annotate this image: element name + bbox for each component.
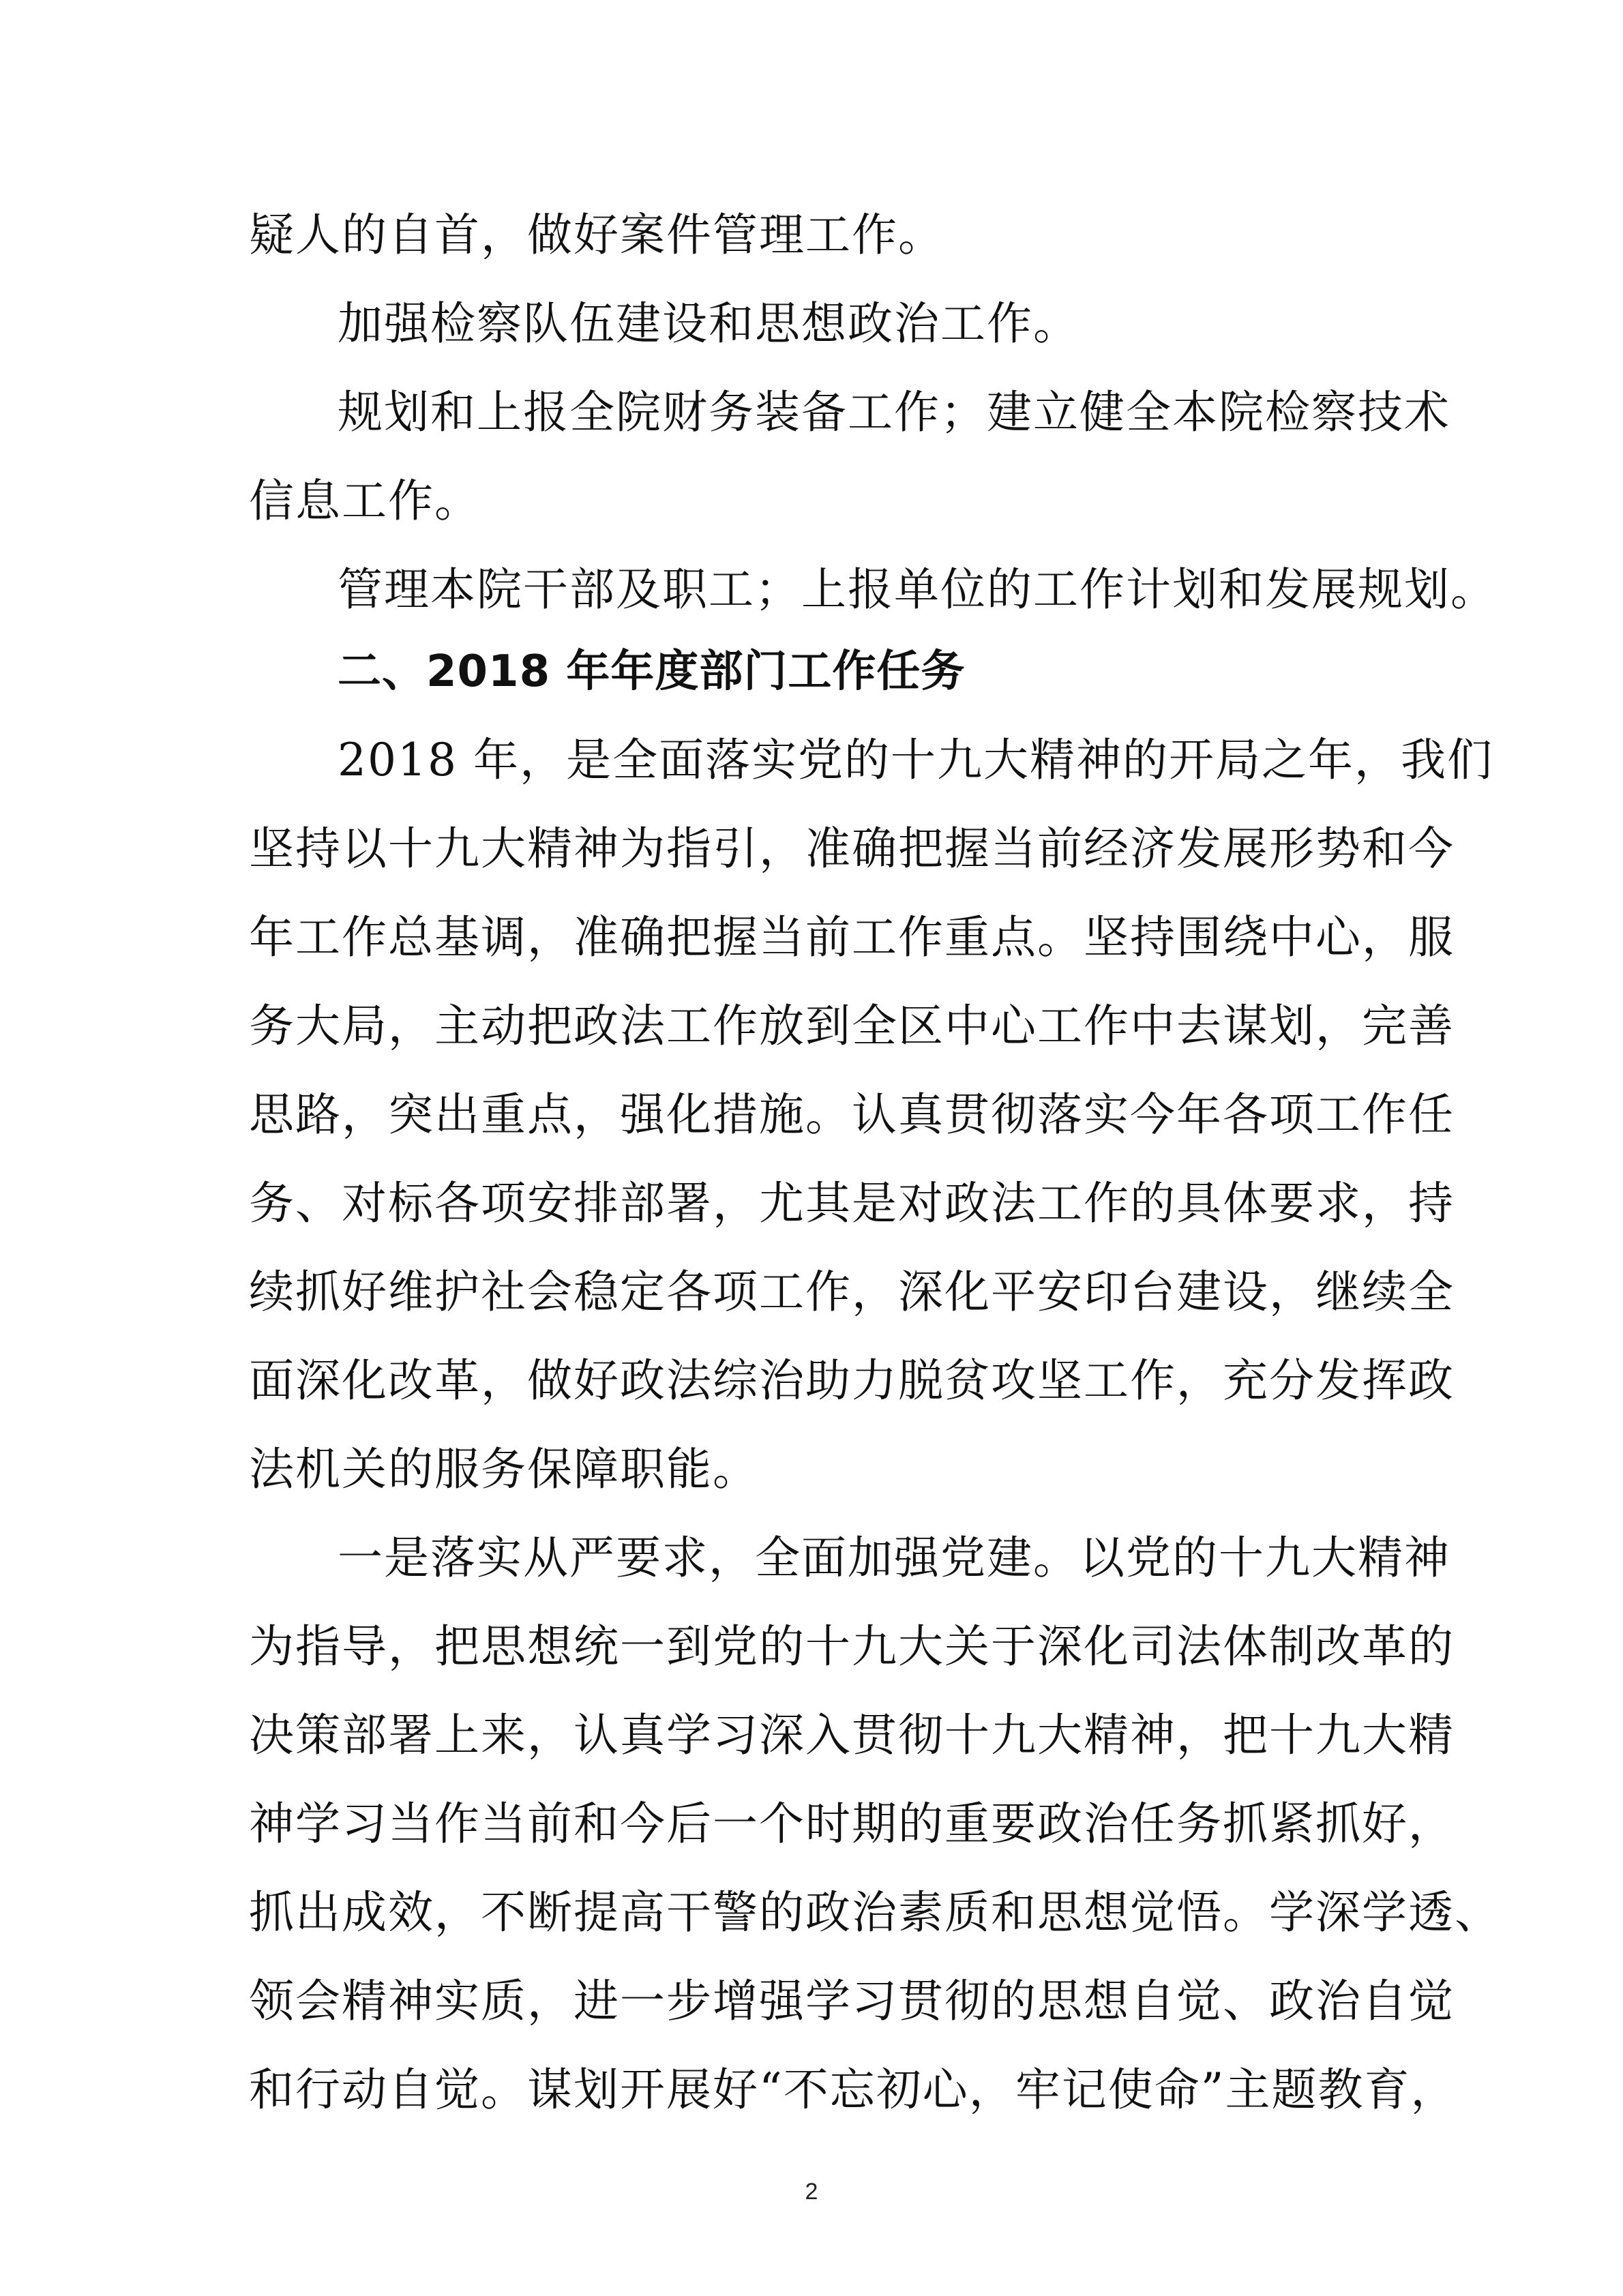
text-line: 规划和上报全院财务装备工作；建立健全本院检察技术 [338, 386, 1450, 438]
text-line: 思路，突出重点，强化措施。认真贯彻落实今年各项工作任 [249, 1088, 1455, 1141]
text-line: 坚持以十九大精神为指引，准确把握当前经济发展形势和今 [249, 822, 1455, 875]
text-line: 务、对标各项安排部署，尤其是对政法工作的具体要求，持 [249, 1177, 1455, 1229]
text-line: 年工作总基调，准确把握当前工作重点。坚持围绕中心，服 [249, 911, 1455, 964]
text-line: 务大局，主动把政法工作放到全区中心工作中去谋划，完善 [249, 1000, 1455, 1052]
text-line: 2018 年，是全面落实党的十九大精神的开局之年，我们 [338, 734, 1493, 786]
text-line: 一是落实从严要求，全面加强党建。以党的十九大精神 [338, 1532, 1450, 1584]
text-line: 法机关的服务保障职能。 [249, 1443, 759, 1495]
text-line: 续抓好维护社会稳定各项工作，深化平安印台建设，继续全 [249, 1266, 1455, 1318]
text-line: 信息工作。 [249, 475, 481, 527]
text-line: 决策部署上来，认真学习深入贯彻十九大精神，把十九大精 [249, 1709, 1455, 1761]
text-line: 为指导，把思想统一到党的十九大关于深化司法体制改革的 [249, 1620, 1455, 1673]
text-line: 和行动自觉。谋划开展好“不忘初心，牢记使命”主题教育， [249, 2063, 1457, 2116]
section-heading: 二、2018 年年度部门工作任务 [338, 646, 966, 697]
text-line: 抓出成效，不断提高干警的政治素质和思想觉悟。学深学透、 [249, 1886, 1501, 1939]
text-line: 神学习当作当前和今后一个时期的重要政治任务抓紧抓好， [249, 1798, 1455, 1850]
text-line: 疑人的自首，做好案件管理工作。 [249, 209, 944, 261]
text-line: 领会精神实质，进一步增强学习贯彻的思想自觉、政治自觉 [249, 1975, 1455, 2027]
page-number: 2 [805, 2179, 818, 2205]
text-line: 管理本院干部及职工；上报单位的工作计划和发展规划。 [338, 563, 1497, 616]
text-line: 面深化改革，做好政法综治助力脱贫攻坚工作，充分发挥政 [249, 1354, 1455, 1407]
text-line: 加强检察队伍建设和思想政治工作。 [338, 297, 1079, 350]
